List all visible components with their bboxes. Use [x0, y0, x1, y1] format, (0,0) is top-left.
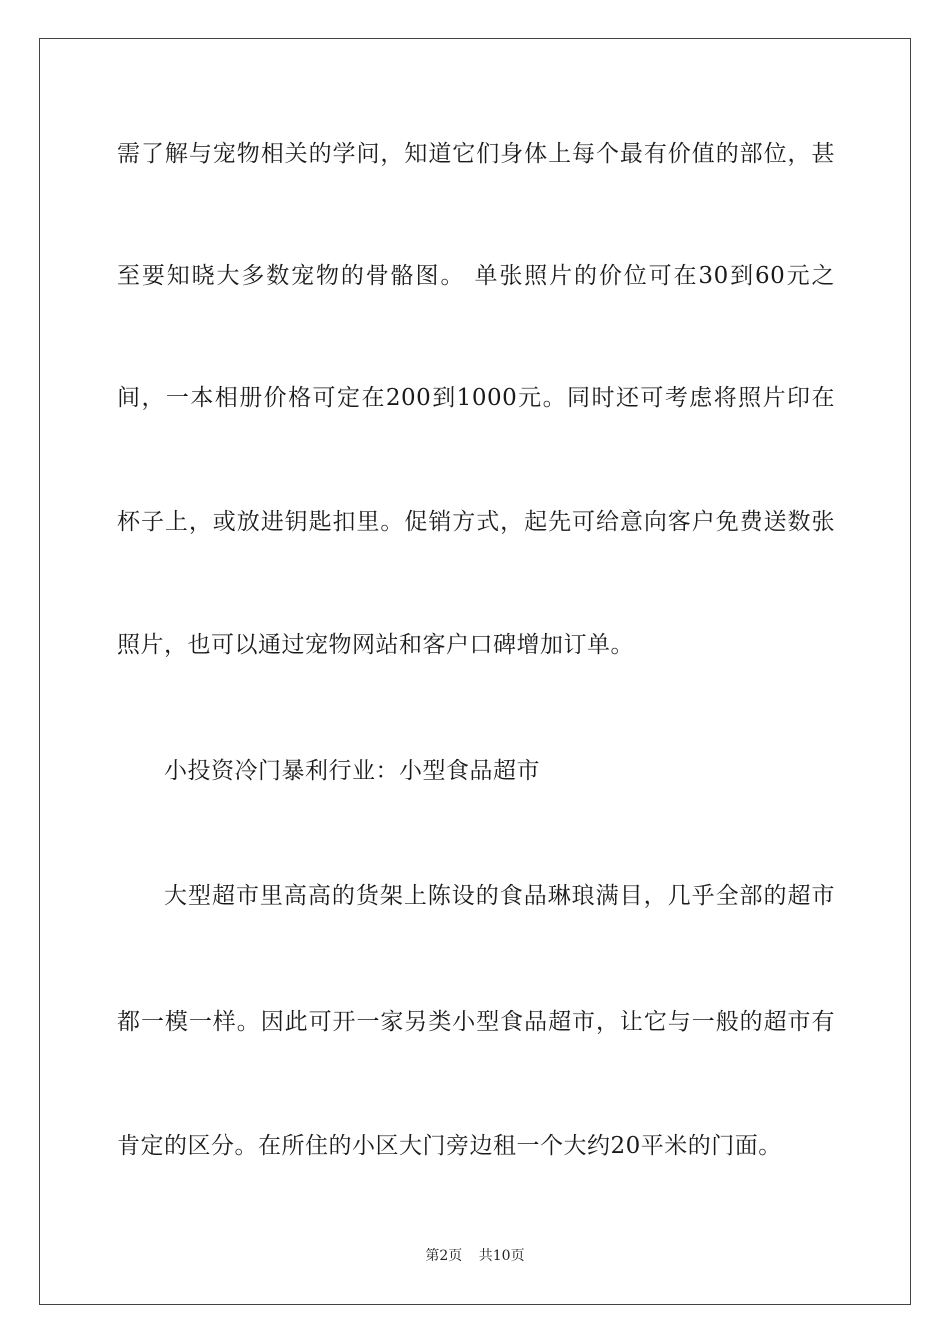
text-line-5: 照片，也可以通过宠物网站和客户口碑增加订单。	[117, 632, 634, 658]
text-line-2: 至要知晓大多数宠物的骨骼图。 单张照片的价位可在30到60元之	[117, 263, 835, 289]
page-frame	[39, 38, 911, 1305]
text-line-8: 都一模一样。因此可开一家另类小型食品超市，让它与一般的超市有	[117, 1009, 835, 1035]
text-line-3: 间，一本相册价格可定在200到1000元。同时还可考虑将照片印在	[117, 385, 835, 411]
text-line-7: 大型超市里高高的货架上陈设的食品琳琅满目，几乎全部的超市	[164, 883, 835, 909]
text-line-9: 肯定的区分。在所住的小区大门旁边租一个大约20平米的门面。	[117, 1133, 782, 1159]
page-number-current: 第2页	[425, 1248, 463, 1264]
text-line-1: 需了解与宠物相关的学问，知道它们身体上每个最有价值的部位，甚	[117, 141, 835, 167]
page-footer	[0, 1247, 950, 1265]
section-heading: 小投资冷门暴利行业：小型食品超市	[164, 758, 540, 784]
text-line-4: 杯子上，或放进钥匙扣里。促销方式，起先可给意向客户免费送数张	[117, 509, 835, 535]
page-number-total: 共10页	[478, 1248, 525, 1264]
